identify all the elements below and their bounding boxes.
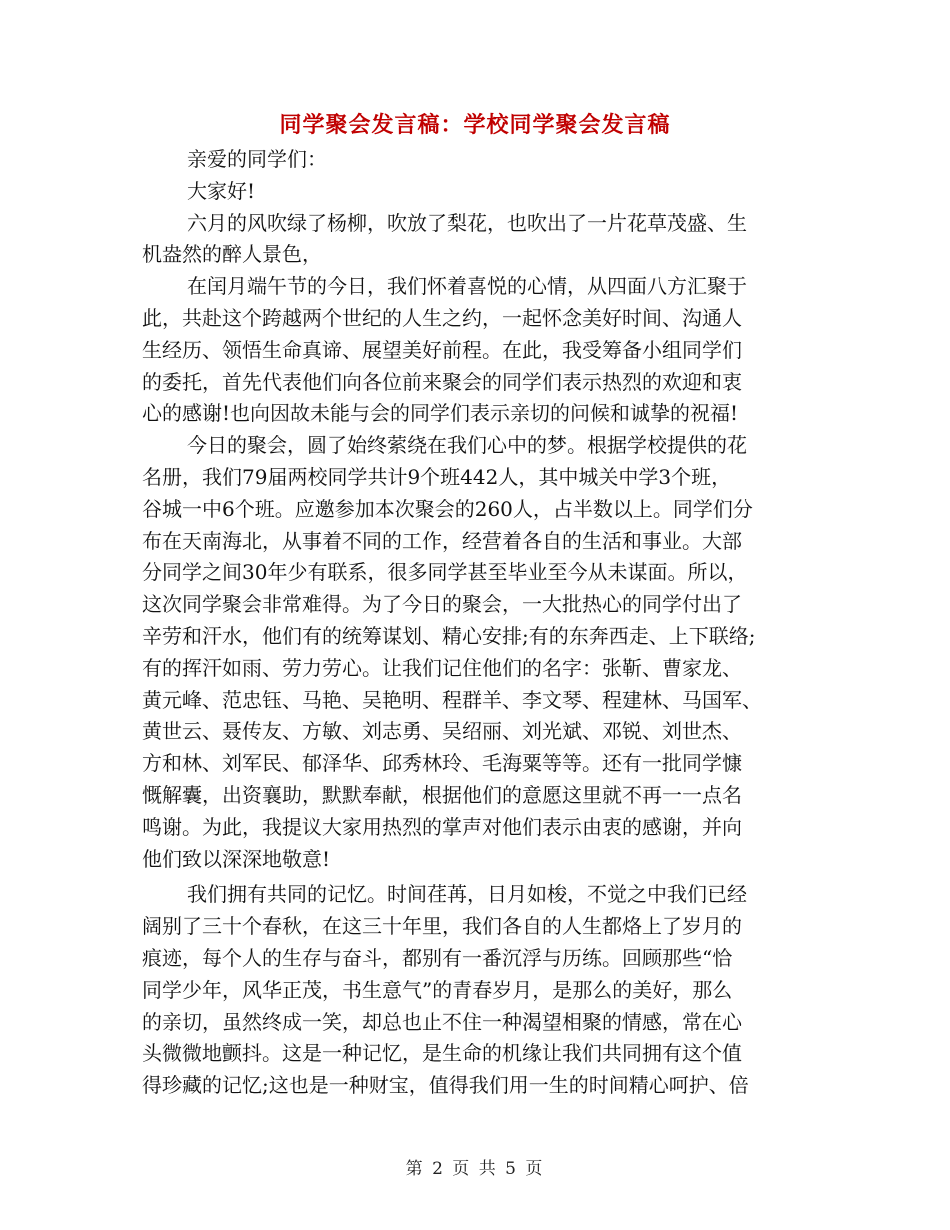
text-line: 分同学之间30年少有联系，很多同学甚至毕业至今从未谋面。所以，	[142, 560, 748, 585]
page-footer: 第 2 页 共 5 页	[405, 1159, 545, 1179]
text-line: 慨解囊，出资襄助，默默奉献，根据他们的意愿这里就不再一一点名	[142, 782, 742, 807]
text-line: 的委托，首先代表他们向各位前来聚会的同学们表示热烈的欢迎和衷	[142, 369, 742, 394]
text-line: 黄世云、聂传友、方敏、刘志勇、吴绍丽、刘光斌、邓锐、刘世杰、	[142, 719, 742, 744]
text-line: 这次同学聚会非常难得。为了今日的聚会，一大批热心的同学付出了	[142, 592, 742, 617]
text-line: 六月的风吹绿了杨柳，吹放了梨花，也吹出了一片花草茂盛、生	[187, 210, 747, 235]
text-line: 在闰月端午节的今日，我们怀着喜悦的心情，从四面八方汇聚于	[187, 274, 747, 299]
text-line: 痕迹，每个人的生存与奋斗，都别有一番沉浮与历练。回顾那些“恰	[142, 945, 733, 970]
text-line: 名册，我们79届两校同学共计9个班442人，其中城关中学3个班，	[142, 464, 732, 489]
text-line: 谷城一中6个班。应邀参加本次聚会的260人，占半数以上。同学们分	[142, 496, 753, 521]
text-line: 我们拥有共同的记忆。时间荏苒，日月如梭，不觉之中我们已经	[187, 882, 747, 907]
text-line: 布在天南海北，从事着不同的工作，经营着各自的生活和事业。大部	[142, 528, 742, 553]
text-line: 今日的聚会，圆了始终萦绕在我们心中的梦。根据学校提供的花	[187, 433, 747, 458]
text-line: 头微微地颤抖。这是一种记忆，是生命的机缘让我们共同拥有这个值	[142, 1041, 742, 1066]
text-line: 方和林、刘军民、郁泽华、邱秀林玲、毛海粟等等。还有一批同学慷	[142, 751, 742, 776]
text-line: 生经历、领悟生命真谛、展望美好前程。在此，我受筹备小组同学们	[142, 337, 742, 362]
text-line: 有的挥汗如雨、劳力劳心。让我们记住他们的名字：张靳、曹家龙、	[142, 655, 742, 680]
text-line: 的亲切，虽然终成一笑，却总也止不住一种渴望相聚的情感，常在心	[142, 1009, 742, 1034]
text-line: 阔别了三十个春秋，在这三十年里，我们各自的人生都烙上了岁月的	[142, 914, 742, 939]
text-line: 亲爱的同学们：	[187, 147, 327, 171]
text-line: 机盎然的醉人景色，	[142, 242, 322, 267]
text-line: 辛劳和汗水，他们有的统筹谋划、精心安排;有的东奔西走、上下联络;	[142, 623, 756, 648]
text-line: 同学少年，风华正茂，书生意气”的青春岁月，是那么的美好，那么	[142, 977, 733, 1002]
text-line: 黄元峰、范忠钰、马艳、吴艳明、程群羊、李文琴、程建林、马国军、	[142, 687, 762, 712]
text-line: 鸣谢。为此，我提议大家用热烈的掌声对他们表示由衷的感谢，并向	[142, 814, 742, 839]
page-title: 同学聚会发言稿：学校同学聚会发言稿	[279, 113, 671, 138]
text-line: 此，共赴这个跨越两个世纪的人生之约，一起怀念美好时间、沟通人	[142, 305, 742, 330]
text-line: 大家好!	[187, 178, 256, 203]
text-line: 他们致以深深地敬意!	[142, 846, 331, 871]
text-line: 心的感谢!也向因故未能与会的同学们表示亲切的问候和诚挚的祝福!	[142, 401, 739, 426]
document-body	[142, 144, 802, 1102]
text-line: 得珍藏的记忆;这也是一种财宝，值得我们用一生的时间精心呵护、倍	[142, 1073, 749, 1098]
